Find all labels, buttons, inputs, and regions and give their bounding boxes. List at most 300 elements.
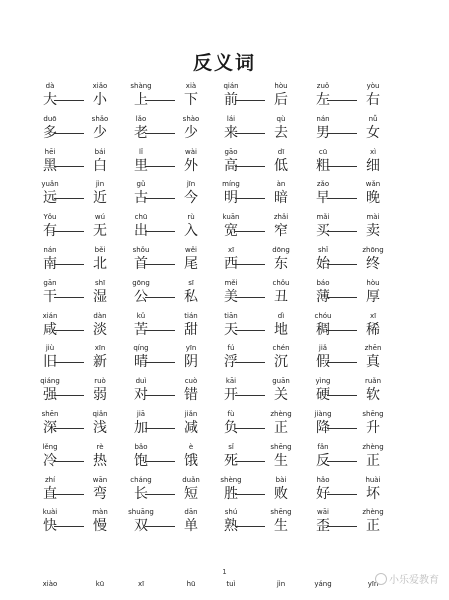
pinyin-left: lǎo bbox=[135, 114, 147, 123]
antonym-pair bbox=[313, 115, 413, 145]
pair-dash bbox=[54, 494, 84, 495]
antonym-pair bbox=[313, 213, 413, 243]
antonym-pair bbox=[221, 312, 321, 342]
word-left: 死 bbox=[224, 452, 238, 469]
word-right: 无 bbox=[93, 223, 107, 240]
pair-dash bbox=[54, 166, 84, 167]
pinyin-right: shēng bbox=[270, 508, 292, 517]
word-left: 强 bbox=[43, 387, 57, 404]
word-left: 薄 bbox=[316, 288, 330, 305]
pinyin-left: duì bbox=[135, 377, 147, 386]
pinyin-right: jīn bbox=[186, 180, 196, 189]
word-right: 单 bbox=[184, 518, 198, 535]
pair-dash bbox=[327, 395, 357, 396]
pinyin-right: bài bbox=[275, 475, 287, 484]
pair-dash bbox=[327, 526, 357, 527]
word-right: 新 bbox=[93, 354, 107, 371]
word-right: 少 bbox=[93, 124, 107, 141]
word-left: 长 bbox=[134, 485, 148, 502]
pinyin-right: dōng bbox=[272, 246, 290, 254]
word-right: 浅 bbox=[93, 420, 107, 436]
word-left: 老 bbox=[134, 124, 148, 141]
antonym-pair bbox=[313, 377, 413, 407]
pinyin-left: Yǒu bbox=[43, 213, 57, 222]
pinyin-right: shǎo bbox=[91, 114, 109, 123]
pinyin-left: fú bbox=[227, 344, 235, 353]
word-left: 冷 bbox=[43, 452, 57, 469]
tail-pinyin: xī bbox=[137, 580, 145, 588]
antonym-pair bbox=[40, 115, 140, 145]
word-left: 快 bbox=[43, 518, 57, 535]
watermark-text: 小乐爱教育 bbox=[389, 575, 439, 586]
pair-dash bbox=[145, 297, 175, 298]
word-right: 暗 bbox=[274, 190, 288, 207]
word-left: 有 bbox=[43, 223, 57, 240]
pinyin-right: xià bbox=[185, 82, 197, 90]
pair-dash bbox=[54, 231, 84, 232]
word-right: 短 bbox=[184, 485, 198, 502]
pinyin-right: shēng bbox=[270, 442, 292, 451]
pinyin-left: qián bbox=[223, 82, 239, 90]
word-right: 甜 bbox=[184, 321, 198, 338]
word-left: 浮 bbox=[224, 354, 238, 371]
pinyin-left: kuài bbox=[42, 508, 58, 517]
pinyin-left: jiù bbox=[45, 344, 55, 353]
word-left: 男 bbox=[316, 124, 330, 141]
pair-dash bbox=[54, 526, 84, 527]
word-left: 买 bbox=[316, 223, 330, 240]
pinyin-right: ruò bbox=[94, 377, 106, 386]
antonym-pair bbox=[40, 82, 140, 112]
word-left: 饱 bbox=[134, 452, 148, 469]
antonym-pair bbox=[313, 246, 413, 276]
pinyin-left: gāo bbox=[224, 147, 238, 156]
word-left: 西 bbox=[224, 256, 238, 272]
pinyin-left: kāi bbox=[225, 377, 237, 386]
pair-dash bbox=[54, 461, 84, 462]
antonym-pair bbox=[40, 312, 140, 342]
pinyin-left: gōng bbox=[132, 278, 150, 287]
antonym-pair bbox=[313, 508, 413, 538]
word-left: 晴 bbox=[134, 354, 148, 371]
word-left: 粗 bbox=[316, 157, 330, 174]
pinyin-left: shú bbox=[224, 508, 238, 517]
pair-dash bbox=[145, 166, 175, 167]
pinyin-left: duō bbox=[43, 114, 57, 123]
pinyin-right: yòu bbox=[366, 82, 380, 90]
word-left: 干 bbox=[43, 288, 57, 305]
page-title: 反义词 bbox=[192, 52, 256, 74]
word-right: 小 bbox=[93, 92, 107, 108]
antonym-pair bbox=[221, 148, 321, 178]
antonym-pair bbox=[221, 344, 321, 374]
pinyin-left: shuāng bbox=[128, 508, 154, 517]
pinyin-left: chóu bbox=[314, 311, 332, 320]
pinyin-right: àn bbox=[276, 180, 286, 189]
antonym-pair bbox=[313, 148, 413, 178]
word-right: 丑 bbox=[274, 288, 288, 305]
pair-dash bbox=[235, 461, 265, 462]
tail-pinyin: jìn bbox=[276, 580, 286, 588]
word-left: 双 bbox=[134, 518, 148, 535]
antonym-pair bbox=[221, 508, 321, 538]
pair-dash bbox=[145, 461, 175, 462]
pinyin-left: shēn bbox=[41, 410, 59, 418]
pinyin-left: jiàng bbox=[314, 410, 332, 418]
pinyin-right: qiǎn bbox=[92, 410, 108, 418]
pinyin-right: dī bbox=[277, 147, 285, 156]
word-right: 今 bbox=[184, 190, 198, 207]
word-right: 弱 bbox=[93, 387, 107, 404]
pair-dash bbox=[145, 231, 175, 232]
pair-dash bbox=[54, 395, 84, 396]
word-right: 后 bbox=[274, 92, 288, 108]
word-left: 首 bbox=[134, 256, 148, 272]
pair-dash bbox=[145, 264, 175, 265]
word-right: 白 bbox=[93, 157, 107, 174]
pinyin-right: chén bbox=[272, 344, 290, 353]
pinyin-left: shèng bbox=[220, 475, 242, 484]
pinyin-left: shǒu bbox=[132, 246, 150, 254]
pinyin-left: měi bbox=[224, 278, 238, 287]
pinyin-left: zuǒ bbox=[316, 82, 330, 90]
antonym-pair bbox=[221, 213, 321, 243]
word-right: 升 bbox=[366, 420, 380, 436]
pinyin-right: běi bbox=[94, 246, 106, 254]
antonym-pair bbox=[313, 279, 413, 309]
word-right: 热 bbox=[93, 452, 107, 469]
pinyin-left: qiáng bbox=[40, 377, 60, 386]
word-right: 女 bbox=[366, 124, 380, 141]
pinyin-right: zhǎi bbox=[273, 213, 289, 222]
pinyin-right: xiǎo bbox=[92, 82, 108, 90]
pinyin-left: nán bbox=[43, 246, 57, 254]
pinyin-left: yuǎn bbox=[41, 180, 59, 189]
pinyin-right: dān bbox=[184, 508, 198, 517]
pair-dash bbox=[235, 526, 265, 527]
antonym-pair bbox=[313, 476, 413, 506]
pinyin-left: jiā bbox=[136, 410, 146, 418]
word-left: 远 bbox=[43, 190, 57, 207]
pair-dash bbox=[327, 494, 357, 495]
antonym-pair bbox=[221, 115, 321, 145]
pinyin-right: ruǎn bbox=[364, 377, 382, 386]
word-left: 天 bbox=[224, 321, 238, 338]
pinyin-right: bái bbox=[94, 147, 106, 156]
word-left: 高 bbox=[224, 157, 238, 174]
pinyin-left: xián bbox=[42, 311, 58, 320]
pinyin-right: wěi bbox=[185, 246, 197, 254]
pinyin-left: báo bbox=[316, 278, 330, 287]
pair-dash bbox=[235, 264, 265, 265]
pinyin-right: wān bbox=[92, 475, 108, 484]
word-right: 正 bbox=[274, 420, 288, 436]
pinyin-left: shǐ bbox=[317, 246, 329, 254]
word-right: 窄 bbox=[274, 223, 288, 240]
antonym-pair bbox=[313, 443, 413, 473]
pinyin-right: xīn bbox=[94, 344, 106, 353]
word-right: 慢 bbox=[93, 518, 107, 535]
pinyin-right: huài bbox=[365, 475, 381, 484]
pair-dash bbox=[235, 198, 265, 199]
pinyin-left: dà bbox=[45, 82, 55, 90]
antonym-pair bbox=[313, 410, 413, 440]
pinyin-right: duǎn bbox=[182, 475, 200, 484]
pinyin-left: cháng bbox=[130, 475, 152, 484]
word-left: 公 bbox=[134, 288, 148, 305]
pinyin-right: yīn bbox=[185, 344, 197, 353]
word-right: 错 bbox=[184, 387, 198, 404]
pinyin-left: bǎo bbox=[134, 442, 148, 451]
pinyin-left: zhí bbox=[44, 475, 56, 484]
antonym-pair bbox=[221, 246, 321, 276]
pinyin-left: shàng bbox=[130, 82, 152, 90]
word-right: 饿 bbox=[184, 452, 198, 469]
word-left: 出 bbox=[134, 223, 148, 240]
word-left: 黑 bbox=[43, 157, 57, 174]
word-left: 熟 bbox=[224, 518, 238, 535]
word-right: 湿 bbox=[93, 288, 107, 305]
word-right: 生 bbox=[274, 452, 288, 469]
pinyin-right: xì bbox=[369, 147, 377, 156]
pinyin-left: mǎi bbox=[316, 213, 330, 222]
pair-dash bbox=[235, 297, 265, 298]
pinyin-left: tiān bbox=[224, 311, 238, 320]
pair-dash bbox=[54, 133, 84, 134]
antonym-pair bbox=[221, 377, 321, 407]
antonym-pair bbox=[221, 180, 321, 210]
pair-dash bbox=[235, 428, 265, 429]
pinyin-right: guān bbox=[272, 377, 290, 386]
pair-dash bbox=[54, 330, 84, 331]
pinyin-left: sǐ bbox=[228, 442, 234, 451]
page-number: 1 bbox=[222, 568, 227, 576]
pinyin-right: sī bbox=[188, 278, 194, 287]
antonym-pair bbox=[221, 410, 321, 440]
word-right: 入 bbox=[184, 223, 198, 240]
word-right: 尾 bbox=[184, 256, 198, 272]
pinyin-right: shào bbox=[182, 114, 200, 123]
pinyin-right: rè bbox=[96, 442, 104, 451]
word-left: 左 bbox=[316, 92, 330, 108]
word-right: 近 bbox=[93, 190, 107, 207]
pair-dash bbox=[145, 100, 175, 101]
word-left: 对 bbox=[134, 387, 148, 404]
pinyin-left: gān bbox=[43, 278, 57, 287]
word-right: 低 bbox=[274, 157, 288, 174]
word-left: 直 bbox=[43, 485, 57, 502]
pinyin-right: chǒu bbox=[272, 278, 290, 287]
pinyin-left: gǔ bbox=[136, 180, 146, 189]
pair-dash bbox=[54, 100, 84, 101]
word-left: 大 bbox=[43, 92, 57, 108]
pair-dash bbox=[327, 330, 357, 331]
word-right: 真 bbox=[366, 354, 380, 371]
word-right: 晚 bbox=[366, 190, 380, 207]
pinyin-left: fǎn bbox=[317, 442, 329, 451]
pair-dash bbox=[145, 428, 175, 429]
antonym-pair bbox=[40, 148, 140, 178]
pair-dash bbox=[54, 264, 84, 265]
antonym-pair bbox=[313, 312, 413, 342]
pinyin-left: lǐ bbox=[139, 147, 143, 156]
pair-dash bbox=[235, 330, 265, 331]
word-right: 终 bbox=[366, 256, 380, 272]
pair-dash bbox=[235, 166, 265, 167]
word-left: 反 bbox=[316, 452, 330, 469]
word-right: 外 bbox=[184, 157, 198, 174]
antonym-pair bbox=[40, 344, 140, 374]
word-left: 假 bbox=[316, 354, 330, 371]
pinyin-left: fù bbox=[227, 410, 235, 418]
pair-dash bbox=[145, 198, 175, 199]
antonym-pair bbox=[221, 476, 321, 506]
pinyin-left: yìng bbox=[315, 377, 331, 386]
word-left: 多 bbox=[43, 124, 57, 141]
antonym-pair bbox=[221, 443, 321, 473]
pinyin-left: cū bbox=[318, 147, 328, 156]
pinyin-right: mài bbox=[366, 213, 380, 222]
pinyin-right: tián bbox=[184, 311, 198, 320]
word-left: 好 bbox=[316, 485, 330, 502]
pinyin-left: hēi bbox=[44, 147, 56, 156]
word-right: 正 bbox=[366, 452, 380, 469]
pair-dash bbox=[54, 297, 84, 298]
pair-dash bbox=[235, 231, 265, 232]
pair-dash bbox=[235, 133, 265, 134]
word-right: 下 bbox=[184, 92, 198, 108]
pinyin-right: zhèng bbox=[270, 410, 292, 418]
pair-dash bbox=[327, 198, 357, 199]
pinyin-right: hòu bbox=[274, 82, 288, 90]
pinyin-right: è bbox=[188, 442, 194, 451]
pair-dash bbox=[235, 100, 265, 101]
antonym-pair bbox=[313, 180, 413, 210]
word-right: 正 bbox=[366, 518, 380, 535]
pinyin-left: qíng bbox=[133, 344, 149, 353]
pinyin-left: zǎo bbox=[316, 180, 330, 189]
tail-pinyin: xiào bbox=[42, 580, 58, 588]
watermark bbox=[375, 571, 439, 586]
word-right: 去 bbox=[274, 124, 288, 141]
pair-dash bbox=[235, 494, 265, 495]
word-left: 古 bbox=[134, 190, 148, 207]
pinyin-left: míng bbox=[222, 180, 240, 189]
pair-dash bbox=[327, 264, 357, 265]
pinyin-left: wāi bbox=[317, 508, 329, 517]
word-left: 上 bbox=[134, 92, 148, 108]
pinyin-right: jiǎn bbox=[184, 410, 198, 418]
pinyin-right: nǚ bbox=[368, 114, 378, 123]
pinyin-left: lěng bbox=[42, 442, 58, 451]
tail-pinyin: yáng bbox=[314, 580, 332, 588]
pinyin-right: rù bbox=[187, 213, 195, 222]
word-left: 硬 bbox=[316, 387, 330, 404]
pair-dash bbox=[145, 362, 175, 363]
word-right: 右 bbox=[366, 92, 380, 108]
word-right: 稀 bbox=[366, 321, 380, 338]
pair-dash bbox=[235, 362, 265, 363]
word-left: 歪 bbox=[316, 518, 330, 535]
pair-dash bbox=[145, 494, 175, 495]
pinyin-right: hòu bbox=[366, 278, 380, 287]
word-left: 宽 bbox=[224, 223, 238, 240]
antonym-pair bbox=[40, 410, 140, 440]
word-left: 加 bbox=[134, 420, 148, 436]
pair-dash bbox=[327, 362, 357, 363]
word-left: 来 bbox=[224, 124, 238, 141]
pinyin-right: xī bbox=[369, 311, 377, 320]
word-left: 早 bbox=[316, 190, 330, 207]
pinyin-right: dì bbox=[277, 311, 285, 320]
pair-dash bbox=[145, 133, 175, 134]
tail-pinyin: kū bbox=[95, 580, 105, 588]
word-right: 软 bbox=[366, 387, 380, 404]
pinyin-right: qù bbox=[276, 114, 286, 123]
word-right: 厚 bbox=[366, 288, 380, 305]
pinyin-right: màn bbox=[92, 508, 108, 517]
word-left: 咸 bbox=[43, 321, 57, 338]
word-right: 败 bbox=[274, 485, 288, 502]
pinyin-left: kuān bbox=[222, 213, 240, 222]
pair-dash bbox=[145, 395, 175, 396]
word-left: 深 bbox=[43, 420, 57, 436]
word-left: 降 bbox=[316, 420, 330, 436]
antonym-pair bbox=[40, 279, 140, 309]
pair-dash bbox=[327, 428, 357, 429]
word-right: 生 bbox=[274, 518, 288, 535]
pair-dash bbox=[235, 395, 265, 396]
pinyin-right: zhēn bbox=[364, 344, 382, 353]
word-left: 前 bbox=[224, 92, 238, 108]
pair-dash bbox=[327, 297, 357, 298]
pair-dash bbox=[54, 428, 84, 429]
word-right: 北 bbox=[93, 256, 107, 272]
pinyin-left: hǎo bbox=[316, 475, 330, 484]
pinyin-right: shēng bbox=[362, 410, 384, 418]
word-right: 淡 bbox=[93, 321, 107, 338]
antonym-pair bbox=[313, 82, 413, 112]
word-left: 南 bbox=[43, 256, 57, 272]
antonym-pair bbox=[221, 82, 321, 112]
pinyin-right: zhōng bbox=[362, 246, 384, 254]
word-right: 弯 bbox=[93, 485, 107, 502]
pair-dash bbox=[145, 330, 175, 331]
word-left: 里 bbox=[134, 157, 148, 174]
tail-pinyin: hū bbox=[186, 580, 196, 588]
pinyin-right: dàn bbox=[93, 311, 107, 320]
pair-dash bbox=[54, 362, 84, 363]
pinyin-left: jiǎ bbox=[318, 344, 328, 353]
antonym-pair bbox=[221, 279, 321, 309]
word-right: 沉 bbox=[274, 354, 288, 371]
word-right: 地 bbox=[274, 321, 288, 338]
pair-dash bbox=[327, 231, 357, 232]
pair-dash bbox=[327, 133, 357, 134]
pinyin-left: xī bbox=[227, 246, 235, 254]
antonym-pair bbox=[40, 213, 140, 243]
pinyin-left: chū bbox=[134, 213, 148, 222]
word-right: 阴 bbox=[184, 354, 198, 371]
word-right: 少 bbox=[184, 124, 198, 141]
pinyin-right: zhèng bbox=[362, 442, 384, 451]
word-left: 美 bbox=[224, 288, 238, 305]
pinyin-left: lái bbox=[226, 114, 236, 123]
word-left: 始 bbox=[316, 256, 330, 272]
word-right: 东 bbox=[274, 256, 288, 272]
antonym-pair bbox=[40, 443, 140, 473]
word-left: 旧 bbox=[43, 354, 57, 371]
